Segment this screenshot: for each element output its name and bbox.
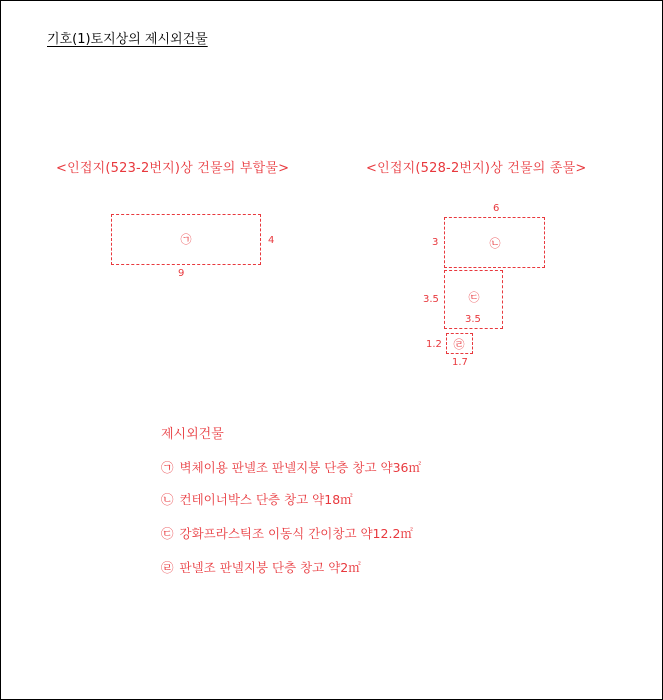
building-c-width-label: 3.5 <box>465 314 481 325</box>
building-b-width-label: 6 <box>493 203 500 214</box>
page-title: 기호(1)토지상의 제시외건물 <box>47 32 208 47</box>
building-a-symbol: ㉠ <box>180 233 192 246</box>
legend-item-mark: ㉡ <box>161 492 174 507</box>
building-c-height-label: 3.5 <box>423 294 439 305</box>
building-a-height-label: 4 <box>268 235 275 246</box>
building-b-height-label: 3 <box>432 237 439 248</box>
legend-item <box>161 458 421 476</box>
legend-item <box>161 490 353 508</box>
building-d-symbol: ㉣ <box>453 338 465 351</box>
right-caption: <인접지(528-2번지)상 건물의 종물> <box>366 161 587 176</box>
building-a-width-label: 9 <box>178 268 185 279</box>
legend-item-mark: ㉠ <box>161 460 174 475</box>
building-d-height-label: 1.2 <box>426 339 442 350</box>
legend-item-text: 벽체이용 판넬조 판넬지붕 단층 창고 약36㎡ <box>179 460 421 475</box>
legend-item <box>161 524 413 542</box>
legend-item-text: 강화프라스틱조 이동식 간이창고 약12.2㎡ <box>179 526 413 541</box>
building-b-symbol: ㉡ <box>489 237 501 250</box>
legend-title: 제시외건물 <box>161 427 224 442</box>
building-d-width-label: 1.7 <box>452 357 468 368</box>
legend-item-text: 판넬조 판넬지붕 단층 창고 약2㎡ <box>179 560 361 575</box>
legend-item-mark: ㉢ <box>161 526 174 541</box>
legend-item <box>161 558 361 576</box>
left-caption: <인접지(523-2번지)상 건물의 부합물> <box>56 161 290 176</box>
legend-item-mark: ㉣ <box>161 560 174 575</box>
legend-item-text: 컨테이너박스 단층 창고 약18㎡ <box>179 492 353 507</box>
building-c-symbol: ㉢ <box>468 291 480 304</box>
